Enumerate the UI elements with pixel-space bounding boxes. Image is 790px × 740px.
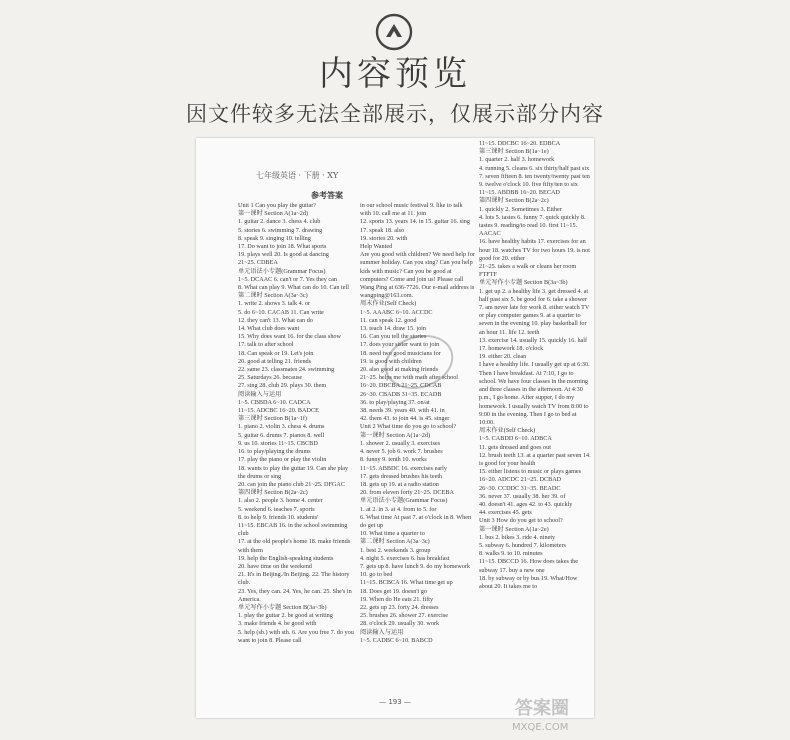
watermark-logo: 答案圈 [515,698,569,719]
answer-column-3: 11~15. DDCBC 16~20. EDBCA 第三课时 Section B(1a~1e) 1. quarter 2. half 3. homework 4. running 5. cleans 6. six thirty/half past six 7. seven fifteen 8. ten twenty/twenty past ten 9. twelve o'clock 10. five fifty/ten to six 11~15. ABDBB 16~20. BECAD 第四课时 Section B(2a~2c) 1. quickly 2. Sometimes 3. Either 4. lots 5. tastes 6. funny 7. quick quickly 8. tastes 9. reading/to read 10. first 11~15. AACAC 16. have healthy habits 17. exercises for an hour 18. watches TV for two hours 19. is not good for 20. either 21~25. takes a walk or cleans her room FTFTF 单元写作小专题 Section B(3a~3b) 1. get up 2. a healthy life 3. get dressed 4. at half past six 5. be good for 6. take a shower 7. am never late for work 8. either watch TV or play computer games 9. at a quarter to seven in the evening 10. play basketball for an hour 11. life 12. teeth 13. exercise 14. usually 15. quickly 16. half 17. homework 18. o'clock 19. either 20. clean I have a healthy life. I usually get up at 6:30. Then I have breakfast. At 7:10, I go to school. We have four classes in the morning and three classes in the afternoon. At 4:30 p.m., I go home. After supper, I do my homework. I usually watch TV from 8:00 to 9:00 in the evening. Then I go to bed at 10:00. 周末作业(Self Check) 1~5. CABDD 6~10. ADBCA 11. gets dressed and goes out 12. brush teeth 13. at a quarter past seven 14. is good for your health 15. either listens to music or plays games 16~20. ADCDC 21~25. DCBAD 26~30. CCDDC 31~35. BEADC 36. never 37. usually 38. her 39. of 40. doesn't 41. ages 42. to 43. quickly 44. exercises 45. gets Unit 3 How do you get to school? 第一课时 Section A(1a~2e) 1. bus 2. bikes 3. ride 4. ninety 5. subway 6. hundred 7. kilometers 8. walks 9. to 10. minutes 11~15. DBCCD 16. How does takes the subway 17. buy a new one 18. by subway or by bus 19. What/How about 20. It takes me to [479,140,591,590]
watermark-url: MXQE.COM [512,722,569,733]
answer-column-2: in our school music festival 9. like to talk with 10. call me at 11. join 12. sports 13. years 14. in 15. guitar 16. sing 17. speak 18. also 19. stories 20. with Help Wanted Are you good with children? We need help for summer holiday. Can you sing? Can you help kids with music? Can you be good at computers? Come and join us! Please call Wang Ping at 636-7726. Our e-mail address is wangping@163.com. 周末作业(Self Check) 1~5. AAABC 6~10. ACCDC 11. can speak 12. good 13. teach 14. draw 15. join 16. Can you tell the stories 17. does your sister want to join 18. need two good musicians for 19. is good with children 20. also good at making friends 21~25. helps me with math after school 16~20. DBCBA 21~25. CDCAB 26~30. CBADB 31~35. ECADB 36. to play/playing 37. on/at 38. needs 39. years 40. with 41. in 42. them 43. to join 44. is 45. singer Unit 2 What time do you go to school? 第一课时 Section A(1a~2d) 1. shower 2. usually 3. exercises 4. never 5. job 6. work 7. brushes 8. funny 9. tenth 10. works 11~15. ABBDC 16. exercises early 17. gets dressed brushes his teeth 18. gets up 19. at a radio station 20. from eleven forty 21~25. DCEBA 单元语法小专题(Grammar Focus) 1. at 2. in 3. at 4. from to 5. for 6. What time At past 7. at o'clock in 8. When do get up 10. What time a quarter to 第二课时 Section A(3a~3c) 1. best 2. weekends 3. group 4. night 5. exercises 6. has breakfast 7. gets up 8. have lunch 9. do my homework 10. go to bed 11~15. BCBCA 16. What time get up 18. Does get 19. doesn't go 19. When do He eats 21. fifty 22. gets up 23. forty 24. dresses 25. brushes 26. shower 27. exercise 28. o'clock 29. usually 30. work 阅读输入与运用 1~5. CADBC 6~10. BABCD [360,202,475,644]
document-preview [196,138,594,718]
answer-key-title: 参考答案 [311,191,343,200]
running-header: 七年级英语 · 下册 · XY [256,171,339,180]
answer-column-1: Unit 1 Can you play the guitar? 第一课时 Section A(1a~2d) 1. guitar 2. dance 3. chess 4. club 5. stories 6. swimming 7. drawing 8. speak 9. singing 10. telling 17. Do want to join 18. What sports 19. plays well 20. Is good at dancing 21~25. CDBEA 单元语法小专题(Grammar Focus) 1~5. DCAAC 6. can't or 7. Yes they can 8. What can play 9. What can do 10. Can tell 第二课时 Section A(3a~3c) 1. write 2. shows 3. talk 4. or 5. do 6~10. CACAB 11. Can write 12. they can't 13. What can do 14. What club does want 15. Why does want 16. for the class show 17. talk to after school 18. Can speak or 19. Let's join 20. good at telling 21. friends 22. same 23. classmates 24. swimming 25. Saturdays 26. because 27. sing 28. club 29. plays 30. them 阅读输入与运用 1~5. CBBDA 6~10. CADCA 11~15. ADCBC 16~20. BADCE 第三课时 Section B(1a~1f) 1. piano 2. violin 3. chess 4. drums 5. guitar 6. drums 7. pianos 8. well 9. us 10. stories 11~15. CBCBD 16. to play/playing the drums 17. play the piano or play the violin 18. wants to play the guitar 19. Can she play the drums or sing 20. can join the piano club 21~25. DFGAC 第四课时 Section B(2a~2c) 1. also 2. people 3. home 4. center 5. weekend 6. teaches 7. sports 8. to help 9. friends 10. students' 11~15. EBCAB 16. in the school swimming club 17. at the old people's home 18. make friends with them 19. help the English-speaking students 20. have time on the weekend 21. It's in Beijing./In Beijing. 22. The history club. 23. Yes, they can. 24. Yes, he can. 25. She's in America. 单元写作小专题 Section B(3a~3b) 1. play the guitar 2. be good at writing 3. make friends 4. be good with 5. help (sb.) with sth. 6. Are you free 7. do you want to join 8. Please call [238,202,354,644]
page-title: 内容预览 [319,54,471,94]
page-number: — 193 — [379,698,411,706]
preview-notice: 因文件较多无法全部展示，仅展示部分内容 [186,102,604,126]
